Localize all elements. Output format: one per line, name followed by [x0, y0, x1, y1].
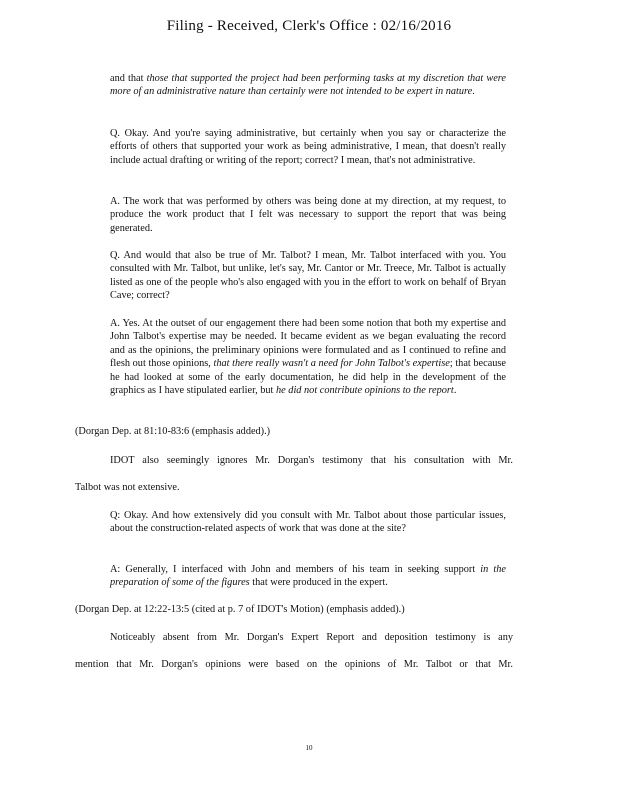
quote-text: A. Yes. At the outset of our engagement there had been some notion that both my expertise and John Talbot's expertise may be needed. It became evident as we began evaluating the record and as the opinions, the preliminary opinions were formulated and as I continued to refine and flesh out those opinions,: [110, 318, 506, 370]
emphasized-text: he did not contribute opinions to the report: [276, 385, 454, 397]
quote-testimony-1: [110, 72, 506, 99]
quote-testimony-2: Q. Okay. And you're saying administrative, but certainly when you say or characterize the efforts of others that supported your work as being administrative, I mean, that doesn't really include actual drafting or writing of the report; correct? I mean, that's not administrative.: [110, 128, 506, 166]
quote-text: .: [453, 385, 457, 397]
emphasized-text: those that supported the project had been performing tasks at my discretion that were more of an administrative nature than certainly were not intended to be expert in nature: [110, 73, 506, 98]
filing-stamp-header: Filing - Received, Clerk's Office : 02/16/2016: [166, 18, 452, 34]
quote-text: and that: [110, 73, 147, 84]
paragraph-2-line-1: Noticeably absent from Mr. Dorgan's Expert Report and deposition testimony is any: [110, 632, 513, 643]
quote-text: ; that because he had looked at some of the early documentation, he did help in the development of the graphics as I have stipulated earlier, but: [110, 358, 506, 397]
paragraph-1-line-2: Talbot was not extensive.: [75, 482, 180, 493]
quote-testimony-7: [110, 563, 506, 590]
paragraph-1-line-1: IDOT also seemingly ignores Mr. Dorgan's testimony that his consultation with Mr.: [110, 455, 513, 466]
quote-testimony-4: Q. And would that also be true of Mr. Talbot? I mean, Mr. Talbot interfaced with you. You consulted with Mr. Talbot, but unlike, let's say, Mr. Cantor or Mr. Treece, Mr. Talbot is actually listed as one of the people who's also engaged with you in the effort to work on behalf of Bryan Cave; correct?: [110, 250, 506, 302]
citation-1: (Dorgan Dep. at 81:10-83:6 (emphasis added).): [75, 426, 271, 437]
citation-2: (Dorgan Dep. at 12:22-13:5 (cited at p. 7 of IDOT's Motion) (emphasis added).): [75, 604, 405, 615]
paragraph-2-line-2: mention that Mr. Dorgan's opinions were based on the opinions of Mr. Talbot or that Mr.: [75, 659, 513, 670]
quote-text: A: Generally, I interfaced with John and members of his team in seeking support: [110, 564, 481, 575]
page-number: 10: [305, 744, 313, 752]
emphasized-text: that there really wasn't a need for John Talbot's expertise: [213, 358, 450, 370]
quote-testimony-5: [110, 317, 506, 397]
quote-text: that were produced in the expert.: [249, 577, 388, 589]
quote-testimony-6: Q: Okay. And how extensively did you consult with Mr. Talbot about those particular issues, about the construction-related aspects of work that was done at the site?: [110, 510, 506, 535]
quote-testimony-3: A. The work that was performed by others was being done at my direction, at my request, to produce the work product that I felt was necessary to support the report that was being generated.: [110, 196, 506, 234]
quote-text: .: [472, 86, 475, 98]
emphasized-text: in the preparation of some of the figures: [110, 564, 506, 589]
